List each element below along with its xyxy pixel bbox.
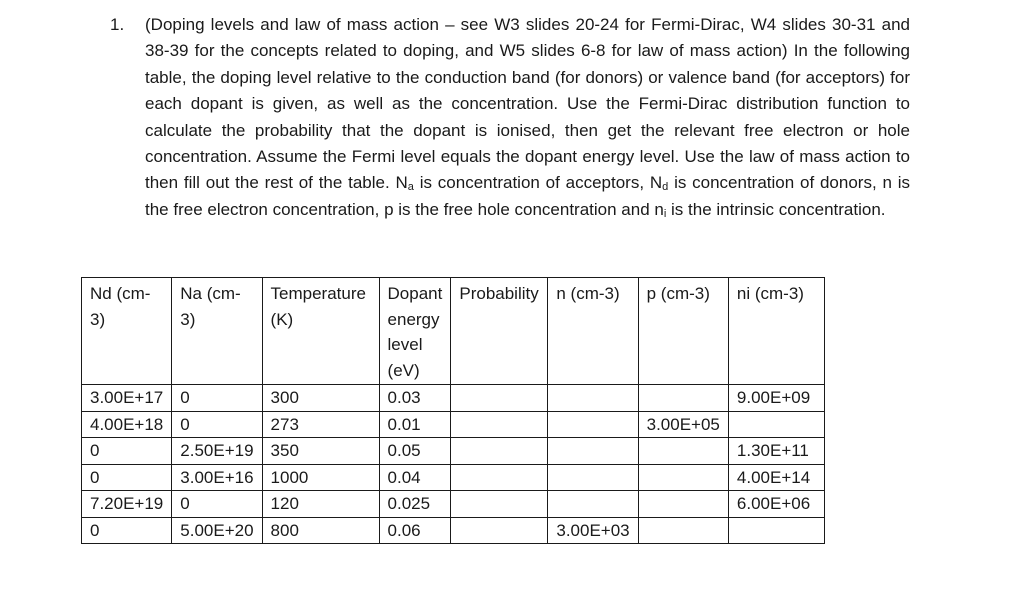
cell-probability — [451, 385, 548, 412]
question-text-part-4: is the intrinsic concentration. — [666, 199, 886, 219]
cell-dopant-energy: 0.01 — [379, 411, 451, 438]
question-text-part-1: (Doping levels and law of mass action – see W3 slides 20-24 for Fermi-Dirac, W4 slides 30-31 and 38-39 for the concepts related to doping, and W5 slides 6-8 for law of mass action) In the following table, the doping level relative to the conduction band (for donors) or valence band (for acceptors) for each dopant is given, as well as the concentration. Use the Fermi-Dirac distribution function to calculate the probability that the dopant is ionised, then get the relevant free electron or hole concentration. Assume the Fermi level equals the dopant energy level. Use the law of mass action to then fill out the rest of the table. N — [145, 15, 910, 193]
table-row — [82, 491, 825, 518]
cell-na: 2.50E+19 — [172, 438, 262, 465]
table-row — [82, 517, 825, 544]
cell-na: 0 — [172, 385, 262, 412]
cell-na: 3.00E+16 — [172, 464, 262, 491]
cell-probability — [451, 464, 548, 491]
cell-ni — [728, 411, 824, 438]
cell-probability — [451, 411, 548, 438]
cell-dopant-energy: 0.025 — [379, 491, 451, 518]
cell-n — [548, 464, 638, 491]
cell-p — [638, 491, 728, 518]
header-ni: ni (cm-3) — [728, 278, 824, 385]
question-text — [145, 12, 910, 223]
cell-p: 3.00E+05 — [638, 411, 728, 438]
question-block — [110, 12, 910, 223]
cell-probability — [451, 491, 548, 518]
cell-p — [638, 517, 728, 544]
cell-temperature: 300 — [262, 385, 379, 412]
doping-table — [81, 277, 825, 544]
subscript-d: d — [662, 181, 669, 194]
cell-n — [548, 385, 638, 412]
cell-nd: 0 — [82, 464, 172, 491]
cell-n: 3.00E+03 — [548, 517, 638, 544]
table-row — [82, 385, 825, 412]
cell-n — [548, 438, 638, 465]
cell-temperature: 120 — [262, 491, 379, 518]
cell-dopant-energy: 0.05 — [379, 438, 451, 465]
cell-na: 5.00E+20 — [172, 517, 262, 544]
cell-p — [638, 385, 728, 412]
cell-nd: 0 — [82, 438, 172, 465]
cell-nd: 7.20E+19 — [82, 491, 172, 518]
question-number: 1. — [110, 15, 125, 34]
cell-n — [548, 411, 638, 438]
cell-ni: 6.00E+06 — [728, 491, 824, 518]
header-dopant-energy-level: Dopant energy level (eV) — [379, 278, 451, 385]
cell-n — [548, 491, 638, 518]
header-na: Na (cm-3) — [172, 278, 262, 385]
table-header — [82, 278, 825, 385]
cell-ni: 1.30E+11 — [728, 438, 824, 465]
table-body — [82, 385, 825, 544]
cell-dopant-energy: 0.06 — [379, 517, 451, 544]
header-temperature: Temperature (K) — [262, 278, 379, 385]
question-text-part-3: is concentration of donors, n is the free electron concentration, p is the free hole concentration and n — [145, 173, 911, 219]
cell-probability — [451, 438, 548, 465]
cell-temperature: 273 — [262, 411, 379, 438]
subscript-i: i — [663, 207, 667, 220]
header-nd: Nd (cm-3) — [82, 278, 172, 385]
header-probability: Probability — [451, 278, 548, 385]
question-text-part-2: is concentration of acceptors, N — [413, 173, 663, 193]
cell-probability — [451, 517, 548, 544]
cell-temperature: 1000 — [262, 464, 379, 491]
cell-na: 0 — [172, 491, 262, 518]
table-row — [82, 411, 825, 438]
cell-p — [638, 464, 728, 491]
cell-ni: 4.00E+14 — [728, 464, 824, 491]
cell-ni: 9.00E+09 — [728, 385, 824, 412]
table-row — [82, 438, 825, 465]
table-row — [82, 464, 825, 491]
subscript-a: a — [407, 181, 414, 194]
header-p: p (cm-3) — [638, 278, 728, 385]
cell-nd: 4.00E+18 — [82, 411, 172, 438]
cell-ni — [728, 517, 824, 544]
cell-dopant-energy: 0.04 — [379, 464, 451, 491]
cell-dopant-energy: 0.03 — [379, 385, 451, 412]
cell-temperature: 350 — [262, 438, 379, 465]
cell-nd: 3.00E+17 — [82, 385, 172, 412]
cell-temperature: 800 — [262, 517, 379, 544]
cell-p — [638, 438, 728, 465]
header-n: n (cm-3) — [548, 278, 638, 385]
cell-na: 0 — [172, 411, 262, 438]
cell-nd: 0 — [82, 517, 172, 544]
header-row — [82, 278, 825, 385]
